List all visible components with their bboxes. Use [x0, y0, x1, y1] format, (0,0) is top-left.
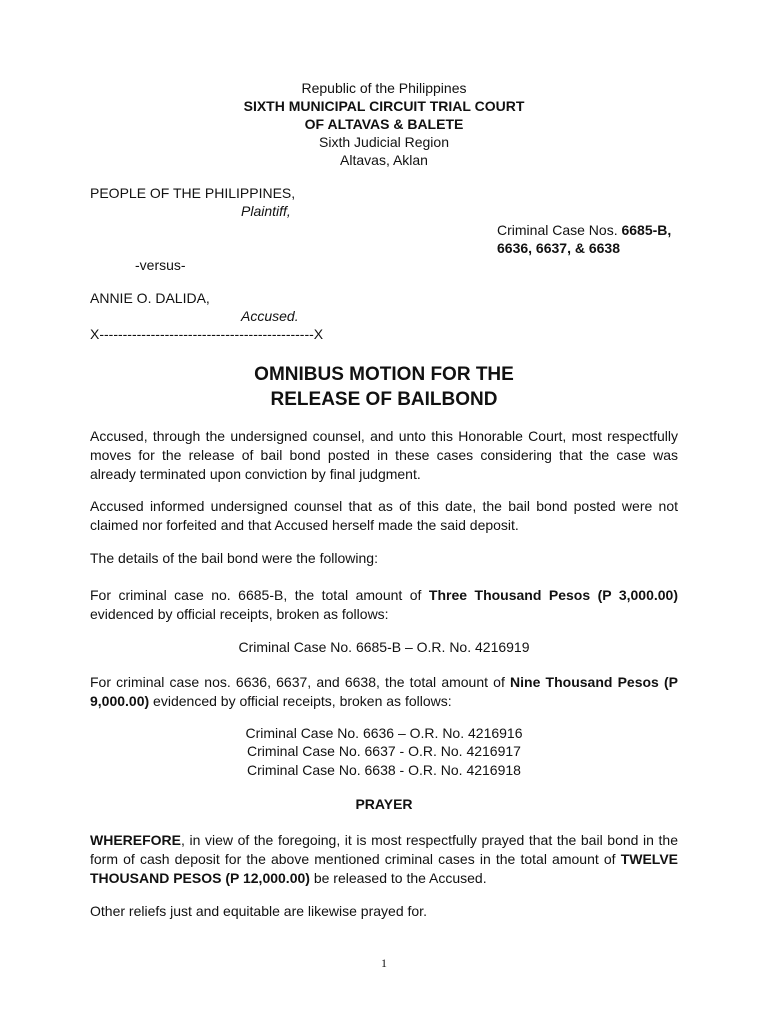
plaintiff-role: Plaintiff,	[241, 203, 291, 219]
prayer-heading: PRAYER	[355, 796, 413, 812]
court-location: Altavas, Aklan	[340, 152, 428, 168]
caption-separator: X----------------------------------------------X	[90, 326, 324, 342]
amount-three-thousand: Three Thousand Pesos (P 3,000.00)	[428, 587, 679, 603]
p6-text-post: be released to the Accused.	[309, 870, 487, 886]
republic-line: Republic of the Philippines	[301, 80, 467, 96]
amount-twelve-thousand: TWELVE THOUSAND PESOS (P 12,000.00)	[90, 851, 678, 886]
paragraph-wherefore	[90, 831, 678, 888]
case-label: Criminal Case Nos.	[497, 222, 622, 238]
receipt-6636: Criminal Case No. 6636 – O.R. No. 4216916	[245, 725, 523, 741]
versus-label: -versus-	[135, 257, 186, 273]
case-numbers-line2: 6636, 6637, & 6638	[497, 240, 620, 256]
receipt-6638: Criminal Case No. 6638 - O.R. No. 4216918	[247, 762, 521, 778]
case-numbers-line1	[497, 221, 671, 240]
document-title-line2: RELEASE OF BAILBOND	[270, 389, 498, 410]
p6-text-mid: , in view of the foregoing, it is most respectfully prayed that the bail bond in the form of cash deposit for the above mentioned criminal cases in the total amount of	[90, 832, 678, 867]
paragraph-case-6685b	[90, 586, 678, 624]
page-number: 1	[381, 956, 387, 970]
paragraph-informed: Accused informed undersigned counsel that as of this date, the bail bond posted were not claimed nor forfeited and that Accused herself made the said deposit.	[90, 498, 678, 533]
p4-text-post: evidenced by official receipts, broken as follows:	[90, 606, 389, 622]
paragraph-other-reliefs: Other reliefs just and equitable are likewise prayed for.	[90, 903, 427, 919]
accused-name: ANNIE O. DALIDA,	[90, 290, 210, 306]
plaintiff-name: PEOPLE OF THE PHILIPPINES,	[90, 185, 296, 201]
paragraph-motion: Accused, through the undersigned counsel, and unto this Honorable Court, most respectfully moves for the release of bail bond posted in these cases considering that the case was already terminated upon conviction by final judgment.	[90, 428, 678, 482]
judicial-region: Sixth Judicial Region	[319, 134, 449, 150]
receipt-6637: Criminal Case No. 6637 - O.R. No. 4216917	[247, 743, 521, 759]
paragraph-cases-6636-6638	[90, 673, 678, 711]
amount-nine-thousand: Nine Thousand Pesos (P 9,000.00)	[90, 674, 679, 709]
p4-text-pre: For criminal case no. 6685-B, the total amount of	[90, 587, 429, 603]
receipt-6685b: Criminal Case No. 6685-B – O.R. No. 4216919	[238, 639, 530, 655]
accused-role: Accused.	[241, 308, 299, 324]
court-name-line1: SIXTH MUNICIPAL CIRCUIT TRIAL COURT	[243, 98, 525, 114]
wherefore-label: WHEREFORE	[90, 832, 181, 848]
document-title-line1: OMNIBUS MOTION FOR THE	[254, 364, 514, 385]
p5-text-pre: For criminal case nos. 6636, 6637, and 6638, the total amount of	[90, 674, 511, 690]
p5-text-post: evidenced by official receipts, broken as follows:	[149, 693, 452, 709]
paragraph-details-intro: The details of the bail bond were the following:	[90, 550, 378, 566]
case-numbers-first: 6685-B,	[621, 222, 672, 238]
court-name-line2: OF ALTAVAS & BALETE	[304, 116, 464, 132]
